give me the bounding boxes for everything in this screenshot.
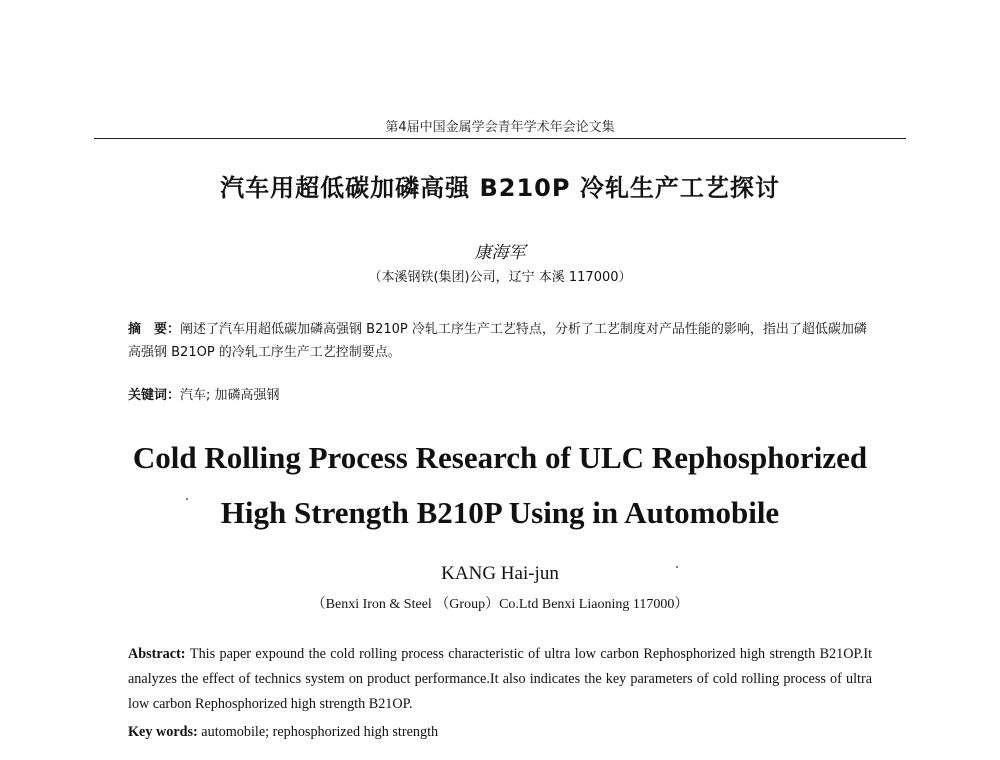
- english-title-line-1: Cold Rolling Process Research of ULC Rephosphorized: [132, 440, 868, 475]
- english-affiliation: （Benxi Iron & Steel （Group）Co.Ltd Benxi Liaoning 117000）: [311, 597, 689, 612]
- english-keywords-label: Key words:: [128, 724, 198, 740]
- scan-speck: [186, 498, 188, 500]
- chinese-abstract: [128, 318, 872, 364]
- english-author: KANG Hai-jun: [441, 563, 559, 584]
- chinese-author: 康海军: [474, 243, 526, 263]
- scan-speck: [676, 566, 678, 568]
- header-rule: [94, 138, 906, 139]
- english-abstract-label: Abstract:: [128, 646, 186, 662]
- chinese-keywords-text: 汽车; 加磷高强钢: [180, 388, 280, 403]
- chinese-abstract-text: 阐述了汽车用超低碳加磷高强钢 B210P 冷轧工序生产工艺特点，分析了工艺制度对产品性能的影响，指出了超低碳加磷高强钢 B21OP 的冷轧工序生产工艺控制要点。: [128, 322, 867, 360]
- chinese-affiliation: （本溪钢铁(集团)公司，辽宁 本溪 117000）: [368, 270, 632, 285]
- chinese-title: 汽车用超低碳加磷高强 B210P 冷轧生产工艺探讨: [220, 174, 780, 202]
- english-title-line-2: High Strength B210P Using in Automobile: [220, 495, 780, 530]
- english-title: [0, 430, 1000, 540]
- running-head: 第4届中国金属学会青年学术年会论文集: [385, 120, 615, 135]
- english-abstract-text: This paper expound the cold rolling process characteristic of ultra low carbon Rephosphorized high strength B21OP.It analyzes the effect of technics system on product performance.It also indicates the key parameters of cold rolling process of ultra low carbon Rephosphorized high strength B21OP.: [128, 646, 873, 712]
- chinese-keywords-label: 关键词：: [128, 388, 181, 403]
- chinese-abstract-label: 摘 要：: [128, 322, 181, 337]
- english-keywords-text: automobile; rephosphorized high strength: [201, 724, 439, 740]
- english-abstract: [128, 642, 872, 717]
- english-keywords: [128, 724, 872, 741]
- chinese-keywords: [128, 384, 872, 403]
